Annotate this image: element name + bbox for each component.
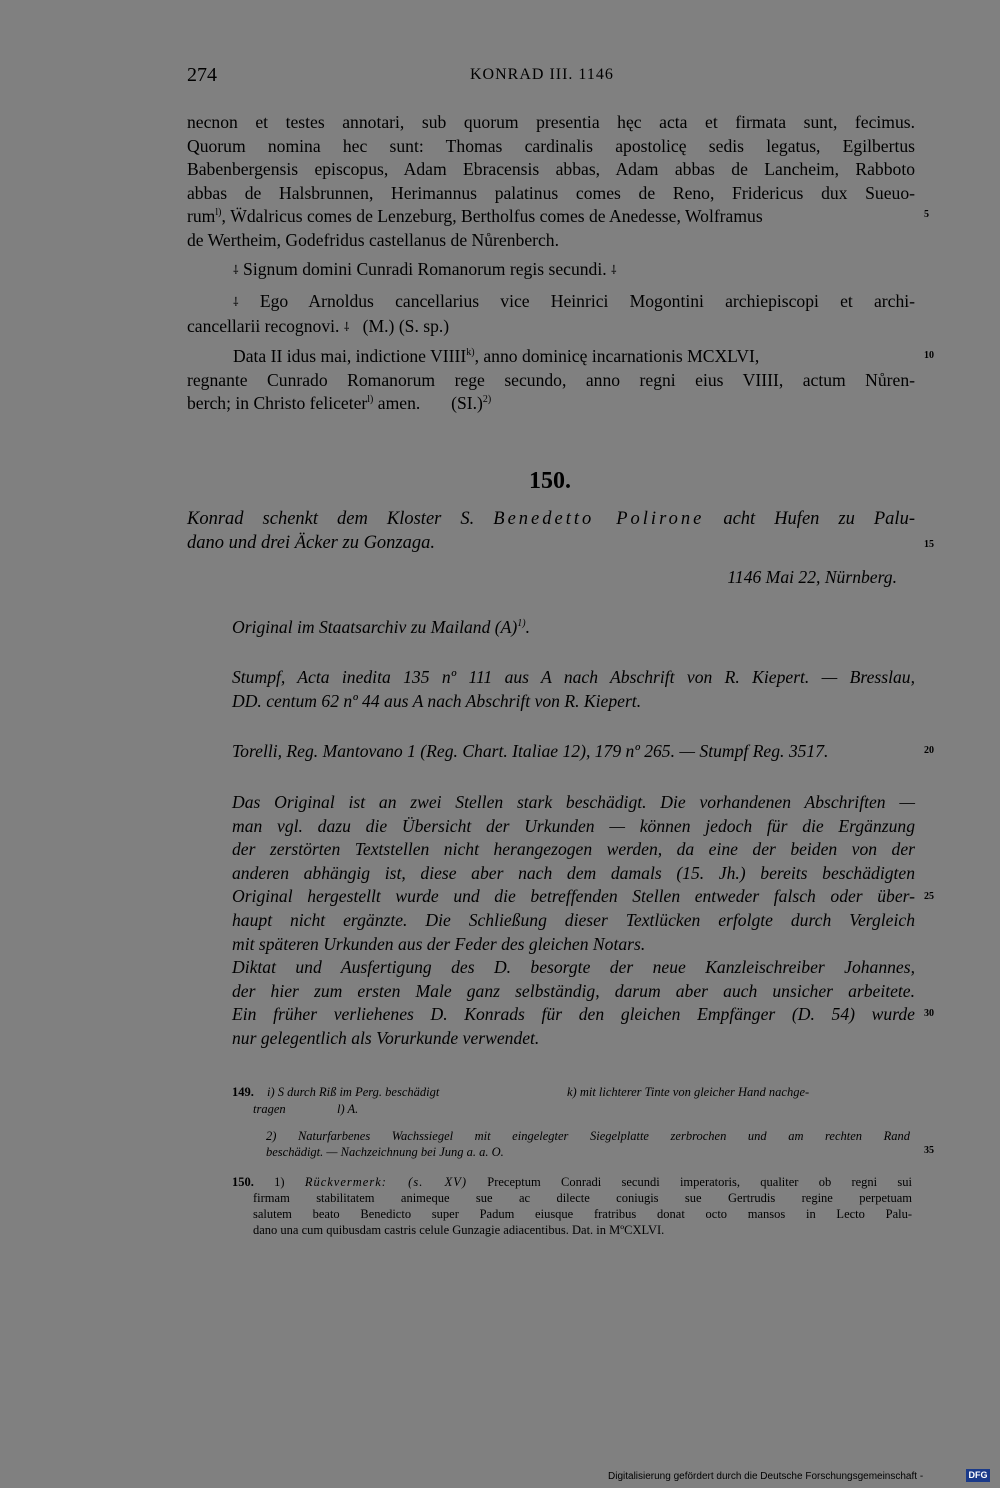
- line-number: 30: [924, 1008, 934, 1019]
- text-line: de Wertheim, Godefridus castellanus de Nůrenberch.: [187, 229, 559, 250]
- editions-note: Stumpf, Acta inedita 135 nº 111 aus A nach Abschrift von R. Kiepert. — Bresslau, DD. centum 62 nº 44 aus A nach Abschrift von R. Kiepert.: [232, 667, 915, 711]
- running-title: KONRAD III. 1146: [470, 66, 614, 83]
- text-149-witnesses: [187, 111, 915, 253]
- document-number: 150.: [529, 468, 571, 494]
- line-number: 35: [924, 1145, 934, 1156]
- text-line: necnon et testes annotari, sub quorum presentia hęc acta et firmata sunt, fecimus.: [187, 112, 915, 132]
- signum-line: ⸸ Signum domini Cunradi Romanorum regis secundi. ⸸: [233, 259, 617, 279]
- cross-symbol: ⸸: [233, 263, 239, 277]
- footnotes-150: 150. 1) Rückvermerk: (s. XV) Preceptum Conradi secundi imperatoris, qualiter ob regni sui firmam stabilitatem animeque sue ac dilecte coniugis sue Gertrudis regine perpetuam salutem beato Benedicto super Padum eiusque fratribus donat octo mansos in Lecto Palu- dano una cum quibusdam castris celule Gunzagie adiacentibus. Dat. in MºCXLVI.: [232, 1175, 912, 1237]
- line-number: 10: [924, 350, 934, 361]
- regesta-note: Torelli, Reg. Mantovano 1 (Reg. Chart. Italiae 12), 179 nº 265. — Stumpf Reg. 3517.: [232, 741, 829, 761]
- document-page: 274 KONRAD III. 1146 necnon et testes annotari, sub quorum presentia hęc acta et firmata sunt, fecimus. Quorum nomina hec sunt: Thomas cardinalis apostolicę sedis legatus, Egilbertus Babenbergensis episcopus, Adam Ebracensis abbas, Adam abbas de Lancheim, Rabboto abbas de Halsbrunnen, Herimannus palatinus comes de Reno, Fridericus dux Sueuo- rum$^{l)}$, Ẅdalricus comes de Lenzeburg, Bertholfus comes de Anedesse, Wolframus de Wertheim, Godefridus castellanus de Nůrenberch. ⸸ Signum domini Cunradi Romanorum regis secundi. ⸸ ⸸ Ego Arnoldus cancellarius vice Heinrici Mogontini archiepiscopi et archi- cancellarii recognovi. ⸸ (M.) (S. sp.) Data II idus mai, indictione VIIII$^{k)}$, anno dominicę incarnationis MCXLVI, regnante Cunrado Romanorum rege secundo, anno regni eius VIIII, actum Nůren- berch; in Christo feliceter$^{l)}$ amen. $(SI.)^{2)}$ 5 10 15 20 25 30 35 150. Konrad schenkt dem Kloster S. Benedetto Polirone acht Hufen zu Palu- dano und drei Äcker zu Gonzaga. 1146 Mai 22, Nürnberg. Original im Staatsarchiv zu Mailand $(A)^{1)}$. Stumpf, Acta inedita 135 nº 111 aus A nach Abschrift von R. Kiepert. — Bresslau, DD. centum 62 nº 44 aus A nach Abschrift von R. Kiepert. Torelli, Reg. Mantovano 1 (Reg. Chart. Italiae 12), 179 nº 265. — Stumpf Reg. 3517. Das Original ist an zwei Stellen stark beschädigt. Die vorhandenen Abschriften — man vgl. dazu die Übersicht der Urkunden — können jedoch für die Ergänzung der zerstörten Textstellen nicht herangezogen werden, da eine der beiden von der anderen abhängig ist, diese aber nach dem damals (15. Jh.) bereits beschädigten Original hergestellt wurde und die betreffenden Stellen entweder falsch oder über- haupt nicht ergänzte. Die Schließung dieser Textlücken erfolgte durch Vergleich mit späteren Urkunden aus der Feder des gleichen Notars. Diktat und Ausfertigung des D. besorgte der neue Kanzleischreiber Johannes, der hier zum ersten Male ganz selbständig, darum aber auch unsicher arbeitete. Ein früher verliehenes D. Konrads für den gleichen Empfänger (D. 54) wurde nur gelegentlich als Vorurkunde verwendet. 149. i) S durch Riß im Perg. beschädigt k) mit lichterer Tinte von gleicher Hand nachge- tragen l) A. 2) Naturfarbenes Wachssiegel mit eingelegter Siegelplatte zerbrochen und am rechten Rand beschädigt. — Nachzeichnung bei Jung a. a. O. 150. 1) Rückvermerk: (s. XV) Preceptum Conradi secundi imperatoris, qualiter ob regni sui firmam stabilitatem animeque sue ac dilecte coniugis sue Gertrudis regine perpetuam salutem beato Benedicto super Padum eiusque fratribus donat octo mansos in Lecto Palu- dano una cum quibusdam castris celule Gunzagie adiacentibus. Dat. in MºCXLVI. Digitalisierung gefördert durch die Deutsche Forschungsgemeinschaft - DFG: [0, 0, 1000, 1488]
- text-line: Quorum nomina hec sunt: Thomas cardinalis apostolicę sedis legatus, Egilbertus: [187, 135, 915, 156]
- recognition-line: ⸸ Ego Arnoldus cancellarius vice Heinrici Mogontini archiepiscopi et archi- cancellarii recognovi. ⸸ (M.) (S. sp.): [187, 291, 915, 336]
- cross-symbol: ⸸: [233, 295, 239, 309]
- line-number: 25: [924, 891, 934, 902]
- dfg-logo[interactable]: DFG: [966, 1469, 990, 1482]
- regest-title: Konrad schenkt dem Kloster S. Benedetto Polirone acht Hufen zu Palu- dano und drei Äcker zu Gonzaga.: [187, 509, 915, 553]
- line-number: 15: [924, 539, 934, 550]
- footnote-2: 2) Naturfarbenes Wachssiegel mit eingelegter Siegelplatte zerbrochen und am rechten Rand beschädigt. — Nachzeichnung bei Jung a. a. O.: [266, 1129, 910, 1159]
- cross-symbol: ⸸: [343, 319, 350, 334]
- dating-clause: Data II idus mai, indictione VIIII$^{k)}$, anno dominicę incarnationis MCXLVI, regnante Cunrado Romanorum rege secundo, anno regni eius VIIII, actum Nůren- berch; in Christo feliceter$^{l)}$ amen. $(SI.)^{2)}$: [187, 346, 915, 414]
- line-number: 20: [924, 745, 934, 756]
- page-number: 274: [187, 64, 217, 86]
- text-line: abbas de Halsbrunnen, Herimannus palatinus comes de Reno, Fridericus dux Sueuo-: [187, 182, 915, 203]
- text-line: rum$^{l)}$, Ẅdalricus comes de Lenzeburg, Bertholfus comes de Anedesse, Wolframus: [187, 206, 763, 227]
- cross-symbol: ⸸: [611, 263, 617, 277]
- critical-remarks: Das Original ist an zwei Stellen stark beschädigt. Die vorhandenen Abschriften — man vgl. dazu die Übersicht der Urkunden — können jedoch für die Ergänzung der zerstörten Textstellen nicht herangezogen werden, da eine der beiden von der anderen abhängig ist, diese aber nach dem damals (15. Jh.) bereits beschädigten Original hergestellt wurde und die betreffenden Stellen entweder falsch oder über- haupt nicht ergänzte. Die Schließung dieser Textlücken erfolgte durch Vergleich mit späteren Urkunden aus der Feder des gleichen Notars. Diktat und Ausfertigung des D. besorgte der neue Kanzleischreiber Johannes, der hier zum ersten Male ganz selbständig, darum aber auch unsicher arbeitete. Ein früher verliehenes D. Konrads für den gleichen Empfänger (D. 54) wurde nur gelegentlich als Vorurkunde verwendet.: [232, 792, 915, 1048]
- line-number: 5: [924, 209, 929, 220]
- original-note: Original im Staatsarchiv zu Mailand $(A)^{1)}$.: [232, 617, 530, 637]
- text-line: Babenbergensis episcopus, Adam Ebracensis abbas, Adam abbas de Lancheim, Rabboto: [187, 159, 915, 180]
- issue-date-place: 1146 Mai 22, Nürnberg.: [727, 567, 897, 587]
- digitization-credit: Digitalisierung gefördert durch die Deutsche Forschungsgemeinschaft -: [608, 1471, 924, 1482]
